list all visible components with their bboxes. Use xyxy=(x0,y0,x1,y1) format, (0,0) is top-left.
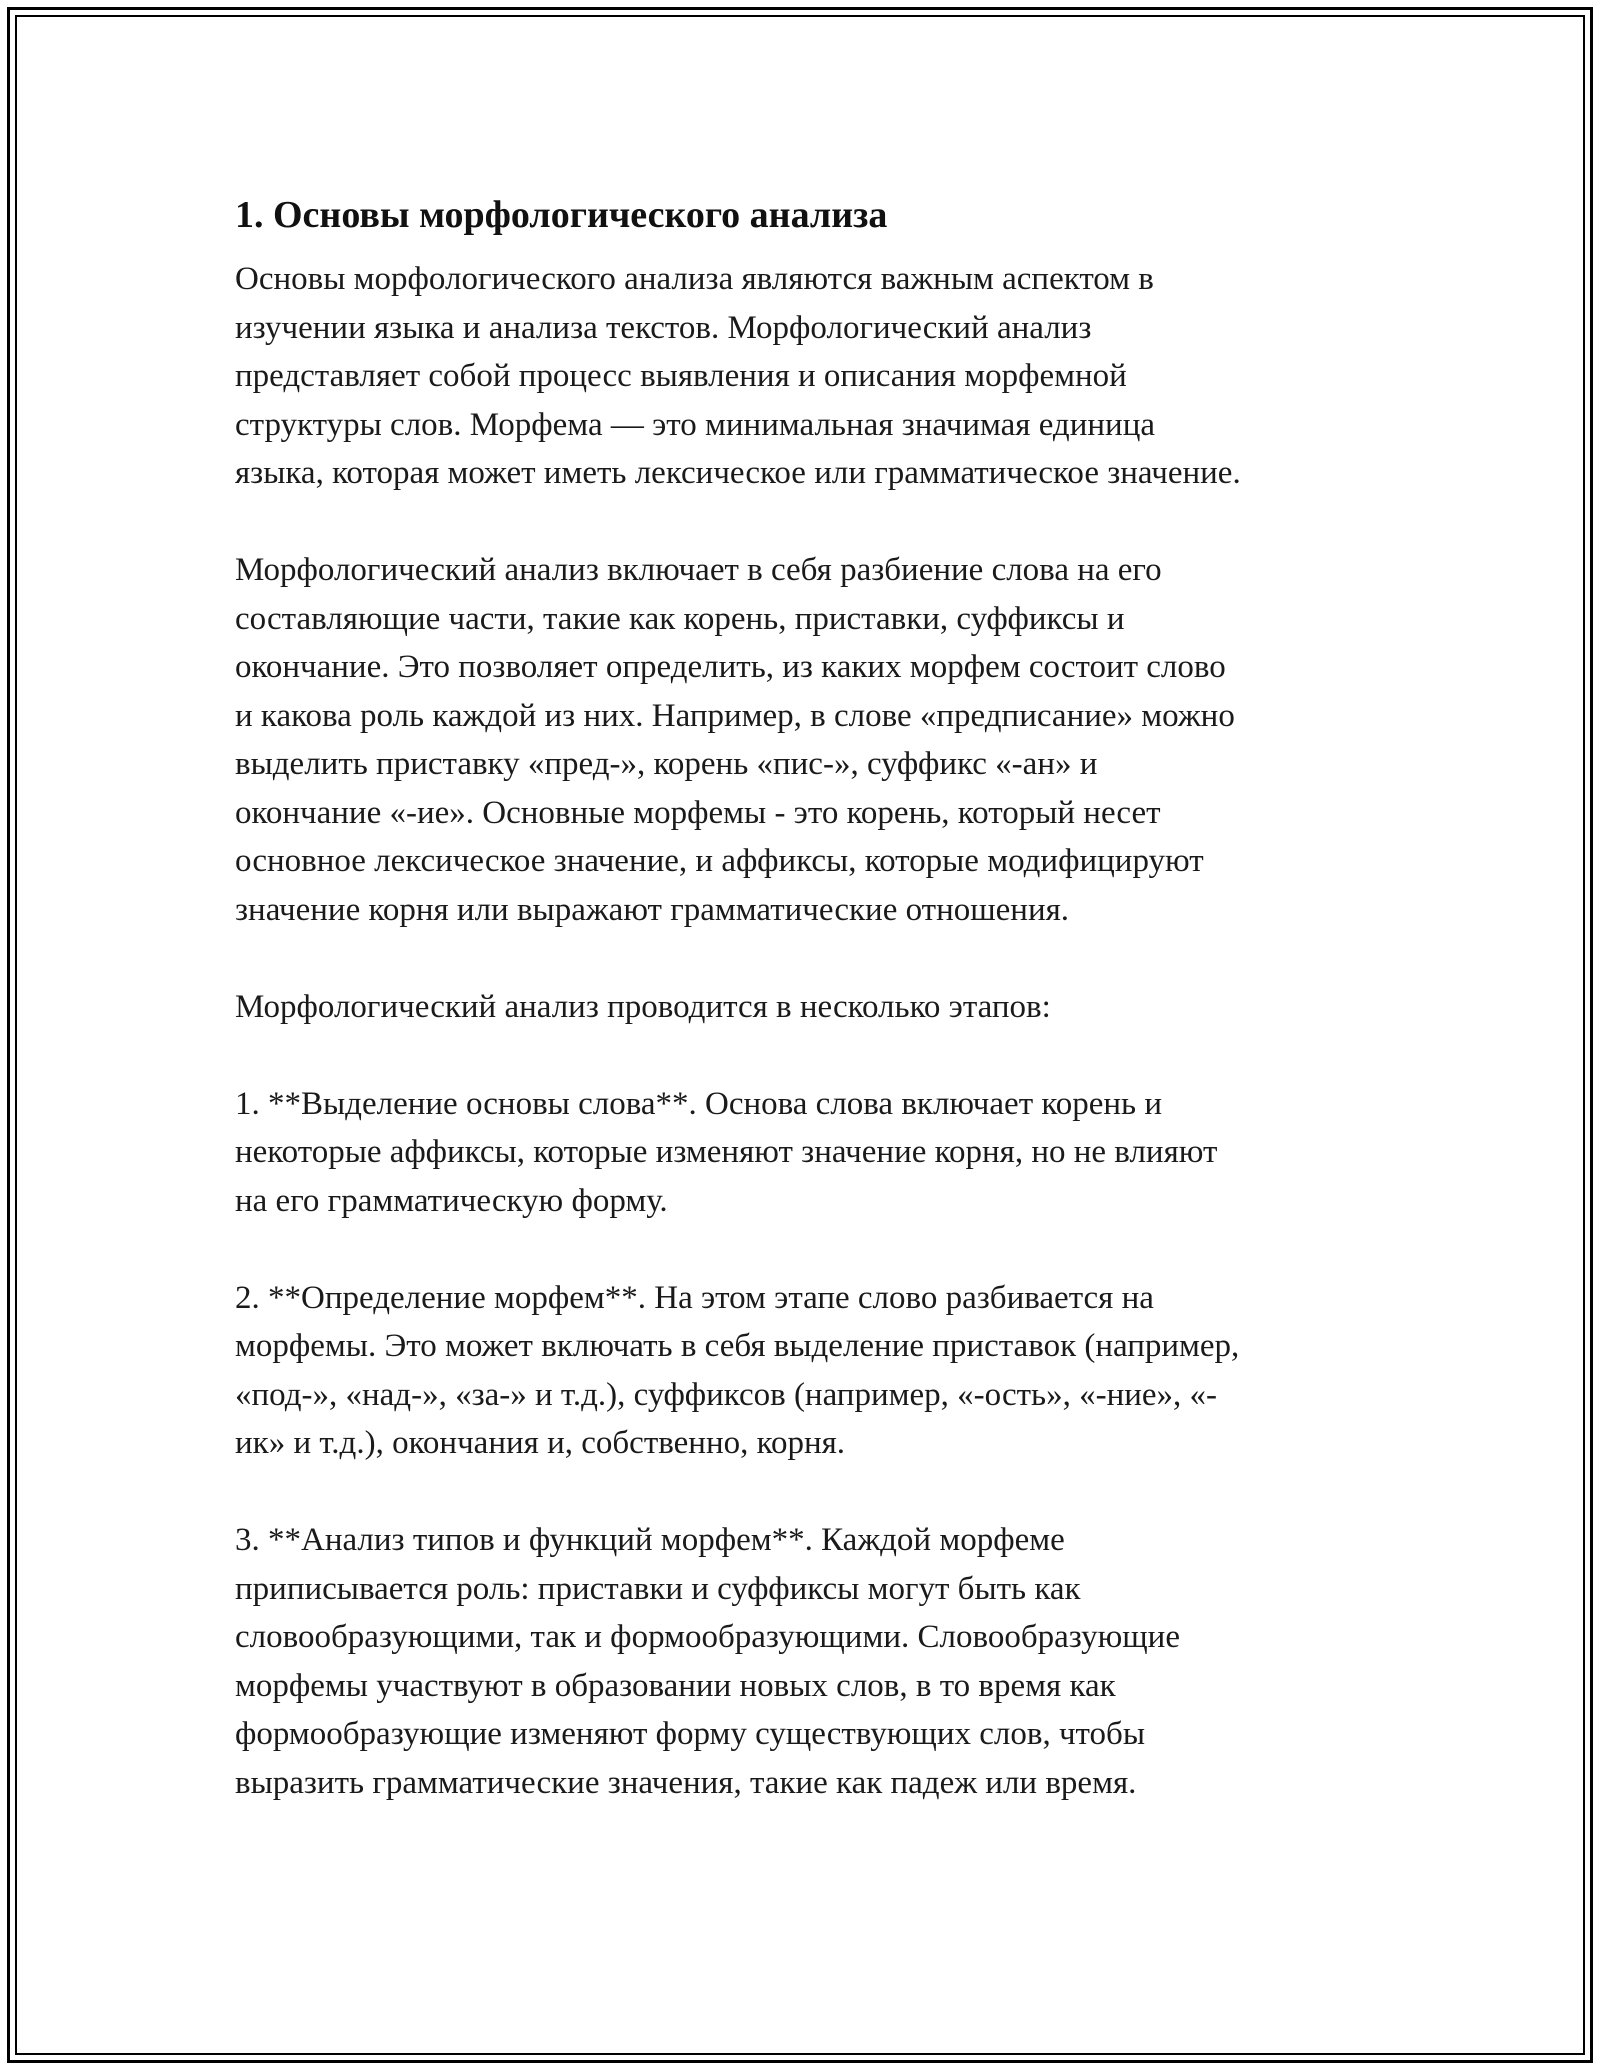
section-heading: 1. Основы морфологического анализа xyxy=(235,194,888,236)
paragraph-stages-intro: Морфологический анализ проводится в несколько этапов: xyxy=(235,988,1051,1025)
list-item-step-1: 1. **Выделение основы слова**. Основа слова включает корень и некоторые аффиксы, которые изменяют значение корня, но не влияют на его грамматическую форму. xyxy=(235,1085,1218,1219)
document-page xyxy=(235,185,1375,1807)
paragraph-analysis: Морфологический анализ включает в себя разбиение слова на его составляющие части, такие как корень, приставки, суффиксы и окончание. Это позволяет определить, из каких морфем состоит слово и какова роль каждой из них. Например, в слове «предписание» можно выделить приставку «пред-», корень «пис-», суффикс «-ан» и окончание «-ие». Основные морфемы - это корень, который несет основное лексическое значение, и аффиксы, которые модифицируют значение корня или выражают грамматические отношения. xyxy=(235,552,1235,928)
list-item-step-3: 3. **Анализ типов и функций морфем**. Каждой морфеме приписывается роль: приставки и суффиксы могут быть как словообразующими, так и формообразующими. Словообразующие морфемы участвуют в образовании новых слов, в то время как формообразующие изменяют форму существующих слов, чтобы выразить грамматические значения, такие как падеж или время. xyxy=(235,1522,1180,1801)
list-item-step-2: 2. **Определение морфем**. На этом этапе слово разбивается на морфемы. Это может включать в себя выделение приставок (например, «под-», «над-», «за-» и т.д.), суффиксов (например, «-ость», «-ние», «- ик» и т.д.), окончания и, собственно, корня. xyxy=(235,1279,1240,1461)
paragraph-intro: Основы морфологического анализа являются важным аспектом в изучении языка и анализа текстов. Морфологический анализ представляет собой процесс выявления и описания морфемной структуры слов. Морфема — это минимальная значимая единица языка, которая может иметь лексическое или грамматическое значение. xyxy=(235,261,1241,491)
